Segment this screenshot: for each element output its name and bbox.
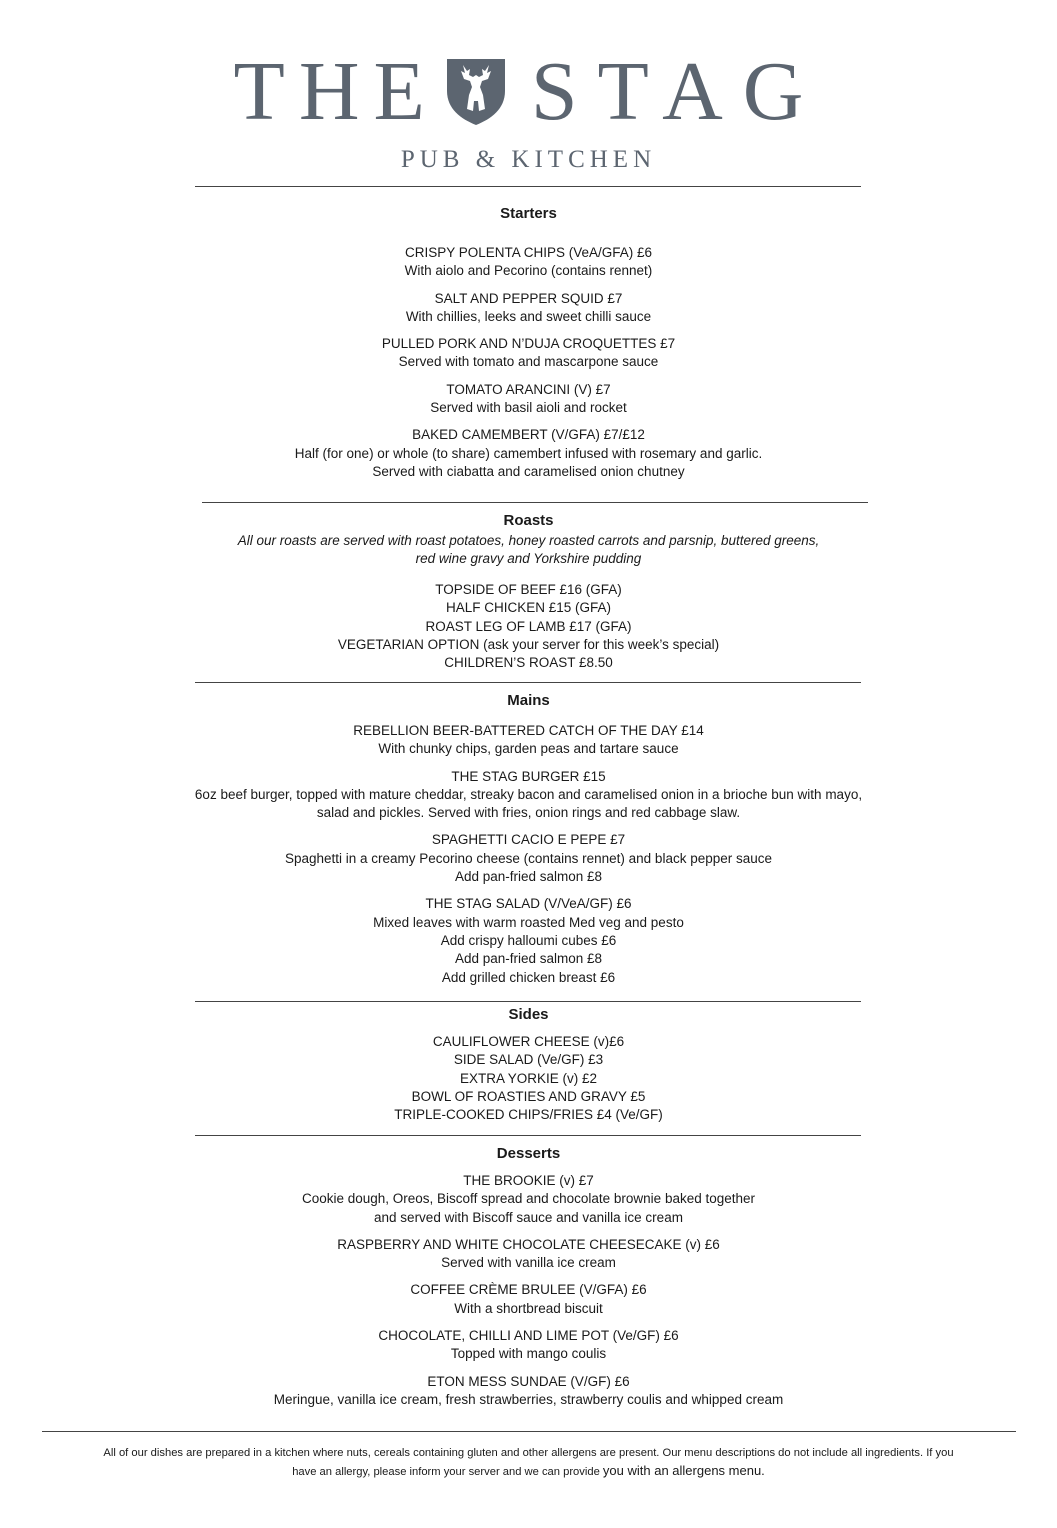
item-name: REBELLION BEER-BATTERED CATCH OF THE DAY £14 bbox=[353, 723, 704, 738]
menu-item bbox=[0, 290, 1057, 327]
section-heading: Desserts bbox=[496, 1145, 561, 1162]
item-name: CRISPY POLENTA CHIPS (VeA/GFA) £6 bbox=[404, 245, 653, 260]
menu-item bbox=[0, 722, 1057, 759]
divider bbox=[202, 502, 868, 503]
item-description: Cookie dough, Oreos, Biscoff spread and chocolate brownie baked together bbox=[301, 1191, 756, 1207]
menu-item: BOWL OF ROASTIES AND GRAVY £5 bbox=[411, 1088, 646, 1104]
logo-word-the: THE bbox=[233, 45, 439, 138]
sides-section bbox=[0, 1006, 1057, 1124]
menu-item: CAULIFLOWER CHEESE (v)£6 bbox=[432, 1034, 625, 1049]
logo-subtitle: PUB & KITCHEN bbox=[400, 146, 657, 173]
item-name: COFFEE CRÈME BRULEE (V/GFA) £6 bbox=[410, 1282, 647, 1298]
item-name: CHOCOLATE, CHILLI AND LIME POT (Ve/GF) £6 bbox=[378, 1328, 679, 1344]
menu-item bbox=[0, 1172, 1057, 1227]
divider bbox=[195, 682, 861, 683]
section-heading: Mains bbox=[507, 692, 550, 709]
menu-item bbox=[0, 244, 1057, 281]
starters-section bbox=[0, 205, 1057, 481]
item-name: THE BROOKIE (v) £7 bbox=[463, 1173, 594, 1188]
menu-item bbox=[0, 335, 1057, 372]
allergen-notice-text: you with an allergens menu. bbox=[602, 1463, 765, 1478]
item-description: Served with vanilla ice cream bbox=[441, 1255, 616, 1271]
allergen-notice bbox=[40, 1445, 1017, 1481]
menu-item bbox=[0, 1236, 1057, 1273]
item-description: Add crispy halloumi cubes £6 bbox=[440, 932, 617, 948]
menu-item: HALF CHICKEN £15 (GFA) bbox=[445, 600, 612, 616]
item-description: With chillies, leeks and sweet chilli sauce bbox=[405, 308, 652, 324]
menu-item bbox=[0, 831, 1057, 886]
item-name: THE STAG SALAD (V/VeA/GF) £6 bbox=[425, 896, 632, 912]
item-description: Served with basil aioli and rocket bbox=[430, 400, 627, 416]
allergen-notice-line: All of our dishes are prepared in a kitchen where nuts, cereals containing gluten and other allergens are present. Our menu descriptions do not include all ingredients. If you bbox=[103, 1447, 954, 1459]
menu-item: CHILDREN’S ROAST £8.50 bbox=[444, 655, 613, 671]
menu-item: TRIPLE-COOKED CHIPS/FRIES £4 (Ve/GF) bbox=[394, 1107, 663, 1123]
item-description: Half (for one) or whole (to share) camembert infused with rosemary and garlic. bbox=[294, 445, 763, 461]
item-description: Add grilled chicken breast £6 bbox=[441, 969, 616, 985]
menu-item: SIDE SALAD (Ve/GF) £3 bbox=[453, 1052, 604, 1068]
section-intro: All our roasts are served with roast potatoes, honey roasted carrots and parsnip, buttered greens, bbox=[237, 533, 820, 548]
footer-divider bbox=[42, 1431, 1016, 1432]
section-heading: Sides bbox=[508, 1006, 549, 1023]
section-intro: red wine gravy and Yorkshire pudding bbox=[415, 551, 642, 566]
menu-item bbox=[0, 895, 1057, 986]
item-description: Add pan-fried salmon £8 bbox=[454, 869, 603, 885]
roast-list bbox=[0, 581, 1057, 672]
item-name: BAKED CAMEMBERT (V/GFA) £7/£12 bbox=[412, 427, 645, 443]
item-name: RASPBERRY AND WHITE CHOCOLATE CHEESECAKE (v) £6 bbox=[337, 1236, 720, 1252]
allergen-notice-line bbox=[40, 1462, 1017, 1481]
menu-item: EXTRA YORKIE (v) £2 bbox=[459, 1070, 598, 1086]
item-description: Spaghetti in a creamy Pecorino cheese (contains rennet) and black pepper sauce bbox=[284, 850, 773, 866]
mains-section bbox=[0, 692, 1057, 987]
item-description: Served with ciabatta and caramelised onion chutney bbox=[372, 463, 685, 479]
menu-item bbox=[0, 768, 1057, 823]
menu-item bbox=[0, 426, 1057, 481]
desserts-section bbox=[0, 1145, 1057, 1409]
item-name: SALT AND PEPPER SQUID £7 bbox=[434, 290, 623, 306]
divider bbox=[195, 186, 861, 187]
item-description: Served with tomato and mascarpone sauce bbox=[398, 354, 659, 370]
stag-shield-icon bbox=[445, 57, 507, 127]
menu-item bbox=[0, 1281, 1057, 1318]
item-description: Meringue, vanilla ice cream, fresh strawberries, strawberry coulis and whipped cream bbox=[273, 1391, 784, 1407]
divider bbox=[195, 1135, 861, 1136]
item-description: Add pan-fried salmon £8 bbox=[454, 951, 603, 967]
item-name: ETON MESS SUNDAE (V/GF) £6 bbox=[427, 1373, 630, 1389]
menu-item: TOPSIDE OF BEEF £16 (GFA) bbox=[435, 582, 622, 597]
item-name: THE STAG BURGER £15 bbox=[451, 768, 606, 784]
item-description: Mixed leaves with warm roasted Med veg and pesto bbox=[373, 914, 684, 930]
section-heading: Starters bbox=[500, 205, 557, 222]
menu-item: VEGETARIAN OPTION (ask your server for this week’s special) bbox=[337, 636, 720, 652]
item-name: TOMATO ARANCINI (V) £7 bbox=[446, 381, 611, 397]
item-name: PULLED PORK AND N’DUJA CROQUETTES £7 bbox=[381, 336, 676, 352]
item-description: With chunky chips, garden peas and tartare sauce bbox=[378, 741, 679, 757]
divider bbox=[195, 1001, 861, 1002]
section-heading: Roasts bbox=[503, 512, 554, 529]
menu-item bbox=[0, 1373, 1057, 1410]
item-description: Topped with mango coulis bbox=[450, 1346, 607, 1362]
logo-word-stag: STAG bbox=[530, 45, 824, 138]
roasts-section bbox=[0, 512, 1057, 672]
sides-list bbox=[0, 1033, 1057, 1124]
menu-item bbox=[0, 1327, 1057, 1364]
allergen-notice-text: have an allergy, please inform your server and we can provide bbox=[292, 1466, 603, 1478]
item-name: SPAGHETTI CACIO E PEPE £7 bbox=[431, 832, 626, 848]
item-description: and served with Biscoff sauce and vanilla ice cream bbox=[374, 1209, 683, 1225]
item-description: salad and pickles. Served with fries, onion rings and red cabbage slaw. bbox=[316, 805, 741, 821]
brand-logo bbox=[0, 45, 1057, 182]
menu-item bbox=[0, 381, 1057, 418]
item-description: With a shortbread biscuit bbox=[454, 1300, 603, 1316]
item-description: With aiolo and Pecorino (contains rennet) bbox=[404, 263, 653, 279]
menu-item: ROAST LEG OF LAMB £17 (GFA) bbox=[425, 618, 632, 634]
item-description: 6oz beef burger, topped with mature cheddar, streaky bacon and caramelised onion in a brioche bun with mayo, bbox=[194, 786, 863, 802]
